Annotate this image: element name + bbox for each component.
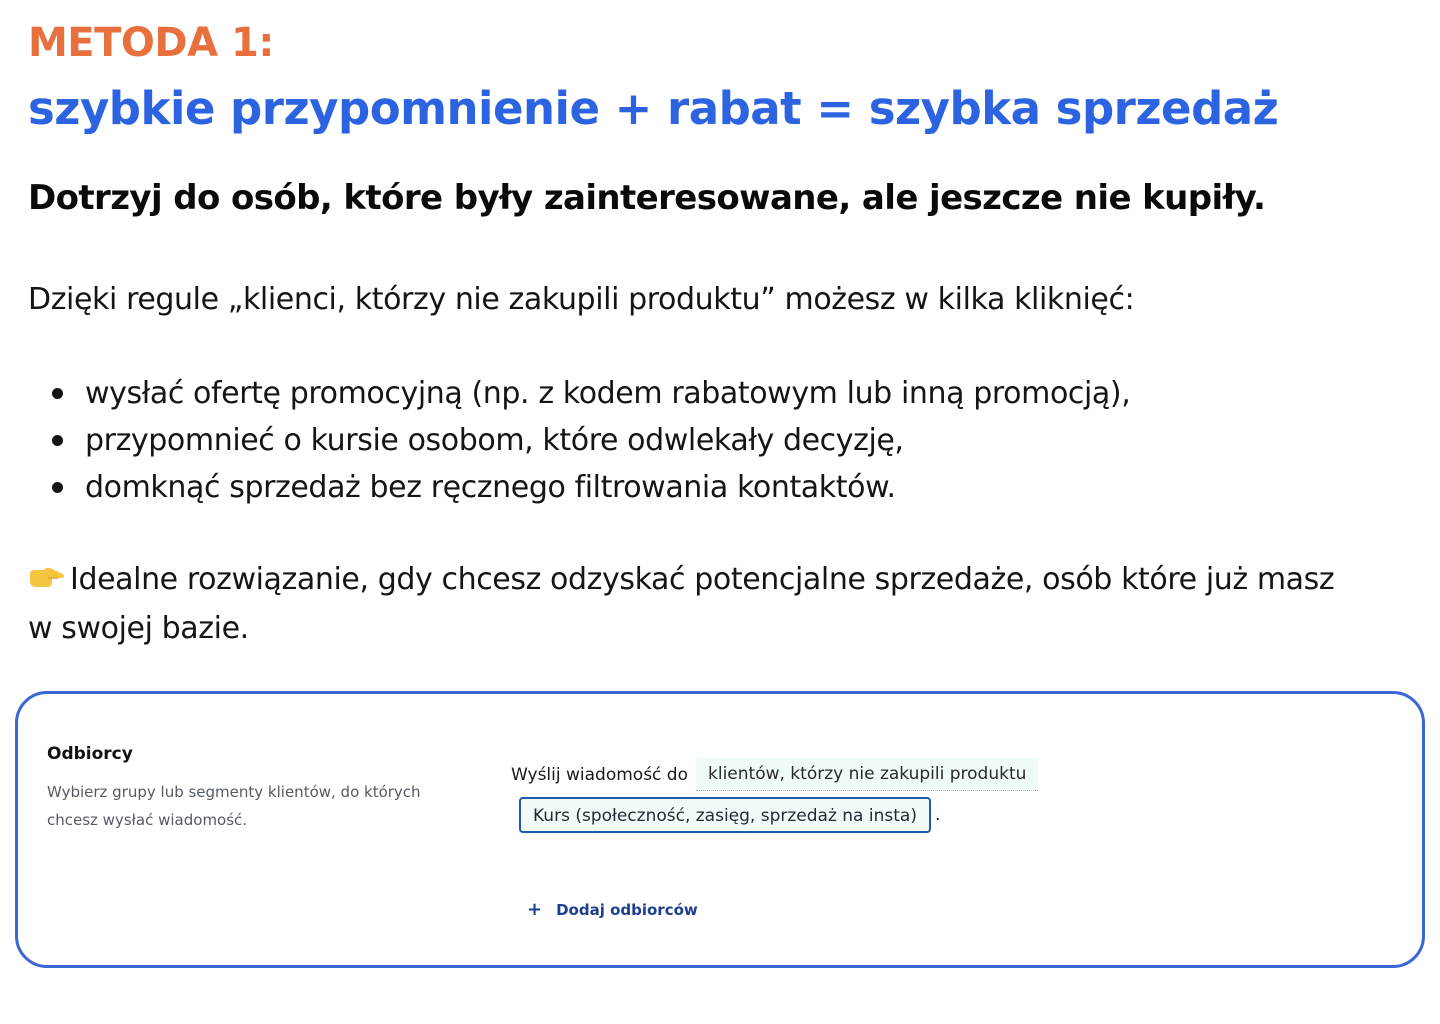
add-recipients-button[interactable] [527,899,698,920]
list-item [52,417,1130,464]
rule-selector[interactable]: klientów, którzy nie zakupili produktu [696,758,1038,791]
recipients-title: Odbiorcy [47,744,133,764]
list-item [52,370,1130,417]
list-item-text: domknąć sprzedaż bez ręcznego filtrowania kontaktów. [85,470,896,505]
intro-text: Dzięki regule „klienci, którzy nie zakupili produktu” możesz w kilka kliknięć: [28,282,1135,317]
sentence-period: . [934,805,941,825]
recipients-card [15,691,1425,968]
benefits-list [52,370,1130,511]
list-item [52,464,1130,511]
plus-icon: + [527,899,543,920]
bullet-icon [52,388,63,399]
headline: szybkie przypomnienie + rabat = szybka sprzedaż [28,82,1279,135]
list-item-text: przypomnieć o kursie osobom, które odwlekały decyzję, [85,423,904,458]
list-item-text: wysłać ofertę promocyjną (np. z kodem rabatowym lub inną promocją), [85,376,1131,411]
tip-text: Idealne rozwiązanie, gdy chcesz odzyskać potencjalne sprzedaże, osób które już masz w swojej bazie. [28,562,1335,646]
recipients-description: Wybierz grupy lub segmenty klientów, do których chcesz wysłać wiadomość. [47,783,421,829]
method-label: METODA 1: [28,20,274,66]
product-selector[interactable]: Kurs (społeczność, zasięg, sprzedaż na insta) [519,797,931,833]
bullet-icon [52,435,63,446]
product-row [519,797,940,833]
bullet-icon [52,482,63,493]
subheadline: Dotrzyj do osób, które były zainteresowane, ale jeszcze nie kupiły. [28,178,1266,218]
add-recipients-label: Dodaj odbiorców [556,900,698,919]
pointing-right-hand-icon [28,558,66,605]
tip-paragraph [28,556,1358,652]
send-to-row [511,758,1038,791]
send-prefix-label: Wyślij wiadomość do [511,764,688,785]
